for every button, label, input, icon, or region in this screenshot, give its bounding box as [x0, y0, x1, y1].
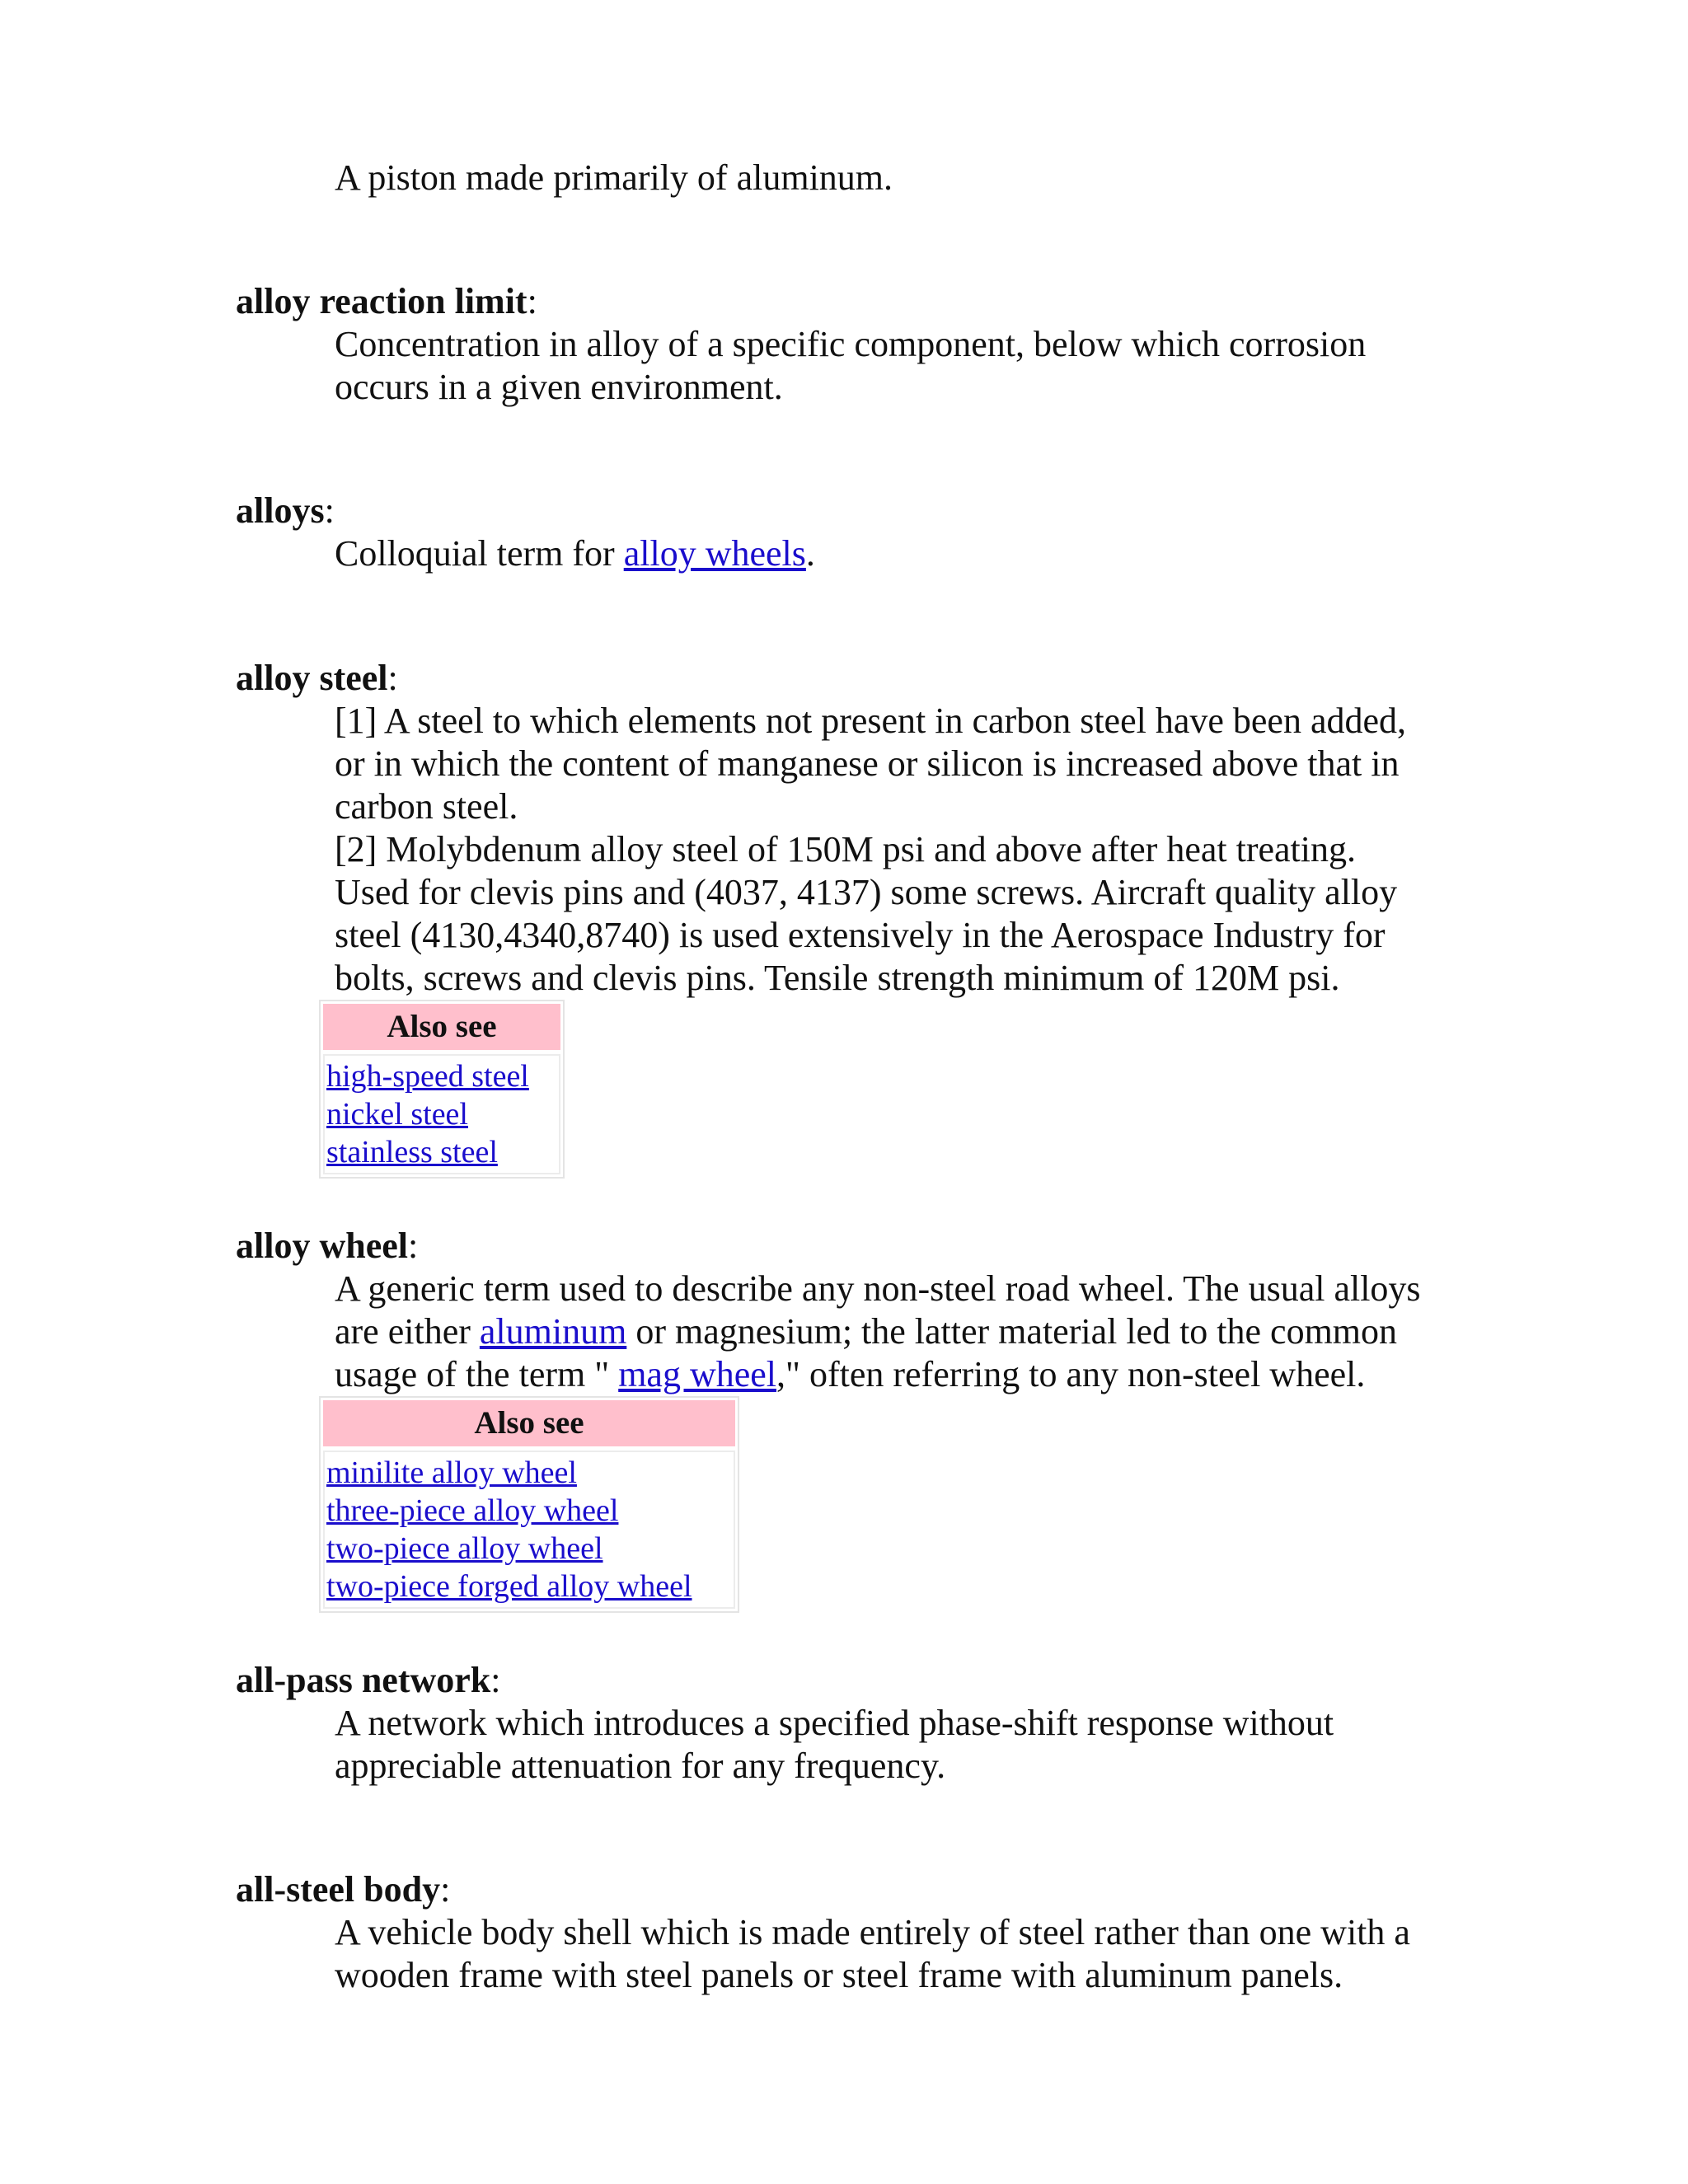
entry-alloy-reaction-limit [236, 280, 1472, 409]
term-label: all-pass network [236, 1660, 491, 1700]
entry-all-steel-body [236, 1868, 1472, 1997]
definition-text: A network which introduces a specified phase-shift response without appreciable attenuation for any frequency. [335, 1703, 1334, 1786]
definition [335, 1911, 1472, 1997]
term-heading: alloys: [236, 490, 335, 531]
definition-fragment: . [805, 533, 815, 574]
also-see-box [319, 1396, 739, 1613]
definition-paragraph-2: [2] Molybdenum alloy steel of 150M psi and above after heat treating. Used for clevis pins and (4037, 4137) some screws. Aircraft quality alloy steel (4130,4340,8740) is used extensively in the Aerospace Industry for bolts, screws and clevis pins. Tensile strength minimum of 120M psi. [335, 829, 1398, 998]
definition-paragraph-1: [1] A steel to which elements not present in carbon steel have been added, or in which the content of manganese or silicon is increased above that in carbon steel. [335, 701, 1407, 827]
definition [335, 1702, 1472, 1788]
definition-fragment: ," often referring to any non-steel wheel. [776, 1354, 1366, 1394]
link-stainless-steel[interactable]: stainless steel [326, 1135, 498, 1169]
term-label: alloy reaction limit [236, 281, 528, 321]
entry-all-pass-network [236, 1659, 1472, 1788]
link-aluminum[interactable]: aluminum [479, 1311, 627, 1352]
also-see-list [323, 1451, 735, 1609]
definition-text [335, 532, 1472, 575]
entry-piston-continuation [236, 157, 1472, 199]
link-minilite-alloy-wheel[interactable]: minilite alloy wheel [326, 1455, 577, 1490]
also-see-list [323, 1054, 560, 1174]
term-heading: all-pass network: [236, 1660, 501, 1700]
definition-fragment: Colloquial term for [335, 533, 624, 574]
term-label: all-steel body [236, 1869, 441, 1910]
definition [335, 157, 1472, 199]
link-mag-wheel[interactable]: mag wheel [618, 1354, 776, 1394]
term-label: alloy wheel [236, 1226, 408, 1266]
term-label: alloys [236, 490, 325, 531]
also-see-header: Also see [323, 1400, 735, 1446]
definition [335, 700, 1472, 1000]
entry-alloys [236, 490, 1472, 575]
entry-alloy-wheel [236, 1225, 1472, 1613]
definition [335, 323, 1472, 409]
link-high-speed-steel[interactable]: high-speed steel [326, 1059, 529, 1094]
term-heading: alloy steel: [236, 658, 398, 698]
definition-fragment: A generic term used to describe any non-steel road wheel. The usual alloys are either [335, 1268, 1421, 1352]
definition-text [335, 1268, 1472, 1396]
term-label: alloy steel [236, 658, 388, 698]
link-three-piece-alloy-wheel[interactable]: three-piece alloy wheel [326, 1493, 619, 1528]
also-see-header: Also see [323, 1004, 560, 1050]
link-nickel-steel[interactable]: nickel steel [326, 1097, 468, 1132]
definition-fragment: or magnesium; the latter material led to the common usage of the term " [335, 1311, 1398, 1394]
term-heading: alloy wheel: [236, 1226, 419, 1266]
link-two-piece-alloy-wheel[interactable]: two-piece alloy wheel [326, 1531, 603, 1566]
term-heading: alloy reaction limit: [236, 281, 537, 321]
definition [335, 1268, 1472, 1396]
entry-alloy-steel [236, 657, 1472, 1179]
definition-text: A piston made primarily of aluminum. [335, 157, 893, 198]
link-alloy-wheels[interactable]: alloy wheels [623, 533, 806, 574]
term-heading: all-steel body: [236, 1869, 451, 1910]
definition [335, 532, 1472, 575]
definition-text: Concentration in alloy of a specific component, below which corrosion occurs in a given environment. [335, 324, 1367, 407]
link-two-piece-forged-alloy-wheel[interactable]: two-piece forged alloy wheel [326, 1569, 692, 1604]
definition-text: A vehicle body shell which is made entirely of steel rather than one with a wooden frame with steel panels or steel frame with aluminum panels. [335, 1912, 1410, 1995]
also-see-box [319, 1000, 565, 1179]
